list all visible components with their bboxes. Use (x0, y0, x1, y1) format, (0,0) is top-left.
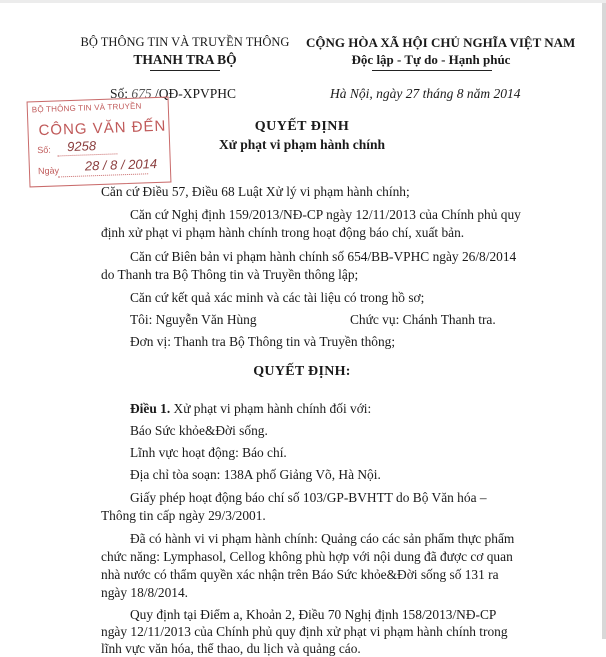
basis-paragraph-2-line-2: định xử phạt vi phạm hành chính trong hoạt động báo chí, xuất bản. (101, 225, 465, 240)
article-1 (130, 400, 371, 417)
official-name: Tôi: Nguyễn Văn Hùng (130, 312, 257, 327)
office-address: Địa chỉ tòa soạn: 138A phố Giảng Võ, Hà Nội. (130, 467, 381, 482)
country-name: CỘNG HÒA XÃ HỘI CHỦ NGHĨA VIỆT NAM (306, 35, 576, 50)
violation-line-1: Đã có hành vi vi phạm hành chính: Quảng cáo các sản phẩm thực phẩm (130, 531, 515, 546)
document-subtitle: Xử phạt vi phạm hành chính (218, 137, 386, 152)
doc-number-handwritten: 675 (131, 86, 152, 101)
stamp-title: CÔNG VĂN ĐẾN (38, 117, 167, 140)
license-line-1: Giấy phép hoạt động báo chí số 103/GP-BVHTT do Bộ Văn hóa – (130, 490, 487, 505)
violation-line-3: nhà nước có thẩm quyền xác nhận trên Báo Sức khỏe&Đời sống số 131 ra (101, 567, 499, 582)
page-top-edge (0, 0, 606, 3)
stamp-number-value: 9258 (66, 138, 97, 155)
stamp-date-line (58, 173, 148, 177)
doc-number-suffix: /QĐ-XPVPHC (151, 86, 237, 101)
issuer-block (60, 34, 310, 68)
doc-number-prefix: Số: (110, 86, 132, 101)
article-1-label: Điều 1. (130, 401, 171, 416)
basis-paragraph-1: Căn cứ Điều 57, Điều 68 Luật Xử lý vi phạm hành chính; (101, 184, 410, 199)
department-name: THANH TRA BỘ (133, 52, 237, 67)
article-1-text: Xử phạt vi phạm hành chính đối với: (170, 401, 372, 416)
regulation-line-1: Quy định tại Điểm a, Khoản 2, Điều 70 Nghị định 158/2013/NĐ-CP (130, 607, 497, 622)
field-of-activity: Lĩnh vực hoạt động: Báo chí. (130, 445, 287, 460)
document-title: QUYẾT ĐỊNH (254, 119, 350, 134)
official-title: Chức vụ: Chánh Thanh tra. (350, 312, 496, 327)
decision-heading: QUYẾT ĐỊNH: (253, 364, 351, 379)
basis-paragraph-4: Căn cứ kết quả xác minh và các tài liệu có trong hồ sơ; (130, 290, 425, 305)
basis-paragraph-2-line-1: Căn cứ Nghị định 159/2013/NĐ-CP ngày 12/11/2013 của Chính phủ quy (130, 207, 521, 222)
license-line-2: Thông tin cấp ngày 29/3/2001. (101, 508, 266, 523)
stamp-date-label: Ngày (37, 165, 60, 177)
violator-name: Báo Sức khỏe&Đời sống. (130, 423, 268, 438)
national-header (306, 34, 576, 68)
violation-line-2: chức năng: Lymphasol, Cellog không phù hợp với nội dung đã được cơ quan (101, 549, 513, 564)
national-motto: Độc lập - Tự do - Hạnh phúc (351, 52, 511, 67)
stamp-number-label: Số: (37, 144, 51, 156)
stamp-date-value: 28 / 8 / 2014 (84, 155, 158, 174)
violation-line-4: ngày 18/8/2014. (101, 585, 189, 600)
issue-date: Hà Nội, ngày 27 tháng 8 năm 2014 (330, 86, 521, 101)
basis-paragraph-3-line-1: Căn cứ Biên bản vi phạm hành chính số 654/BB-VPHC ngày 26/8/2014 (130, 249, 517, 264)
stamp-org: BỘ THÔNG TIN VÀ TRUYỀN (31, 101, 142, 115)
regulation-line-2: ngày 12/11/2013 của Chính phủ quy định xử phạt vi phạm hành chính trong (101, 624, 508, 639)
official-unit: Đơn vị: Thanh tra Bộ Thông tin và Truyền thông; (130, 334, 396, 349)
regulation-line-3: lĩnh vực văn hóa, thể thao, du lịch và quảng cáo. (101, 641, 361, 656)
ministry-name: BỘ THÔNG TIN VÀ TRUYỀN THÔNG (80, 35, 290, 49)
page-edge (602, 0, 606, 639)
motto-underline (372, 70, 492, 71)
issuer-underline (150, 70, 220, 71)
basis-paragraph-3-line-2: do Thanh tra Bộ Thông tin và Truyền thông lập; (101, 267, 359, 282)
